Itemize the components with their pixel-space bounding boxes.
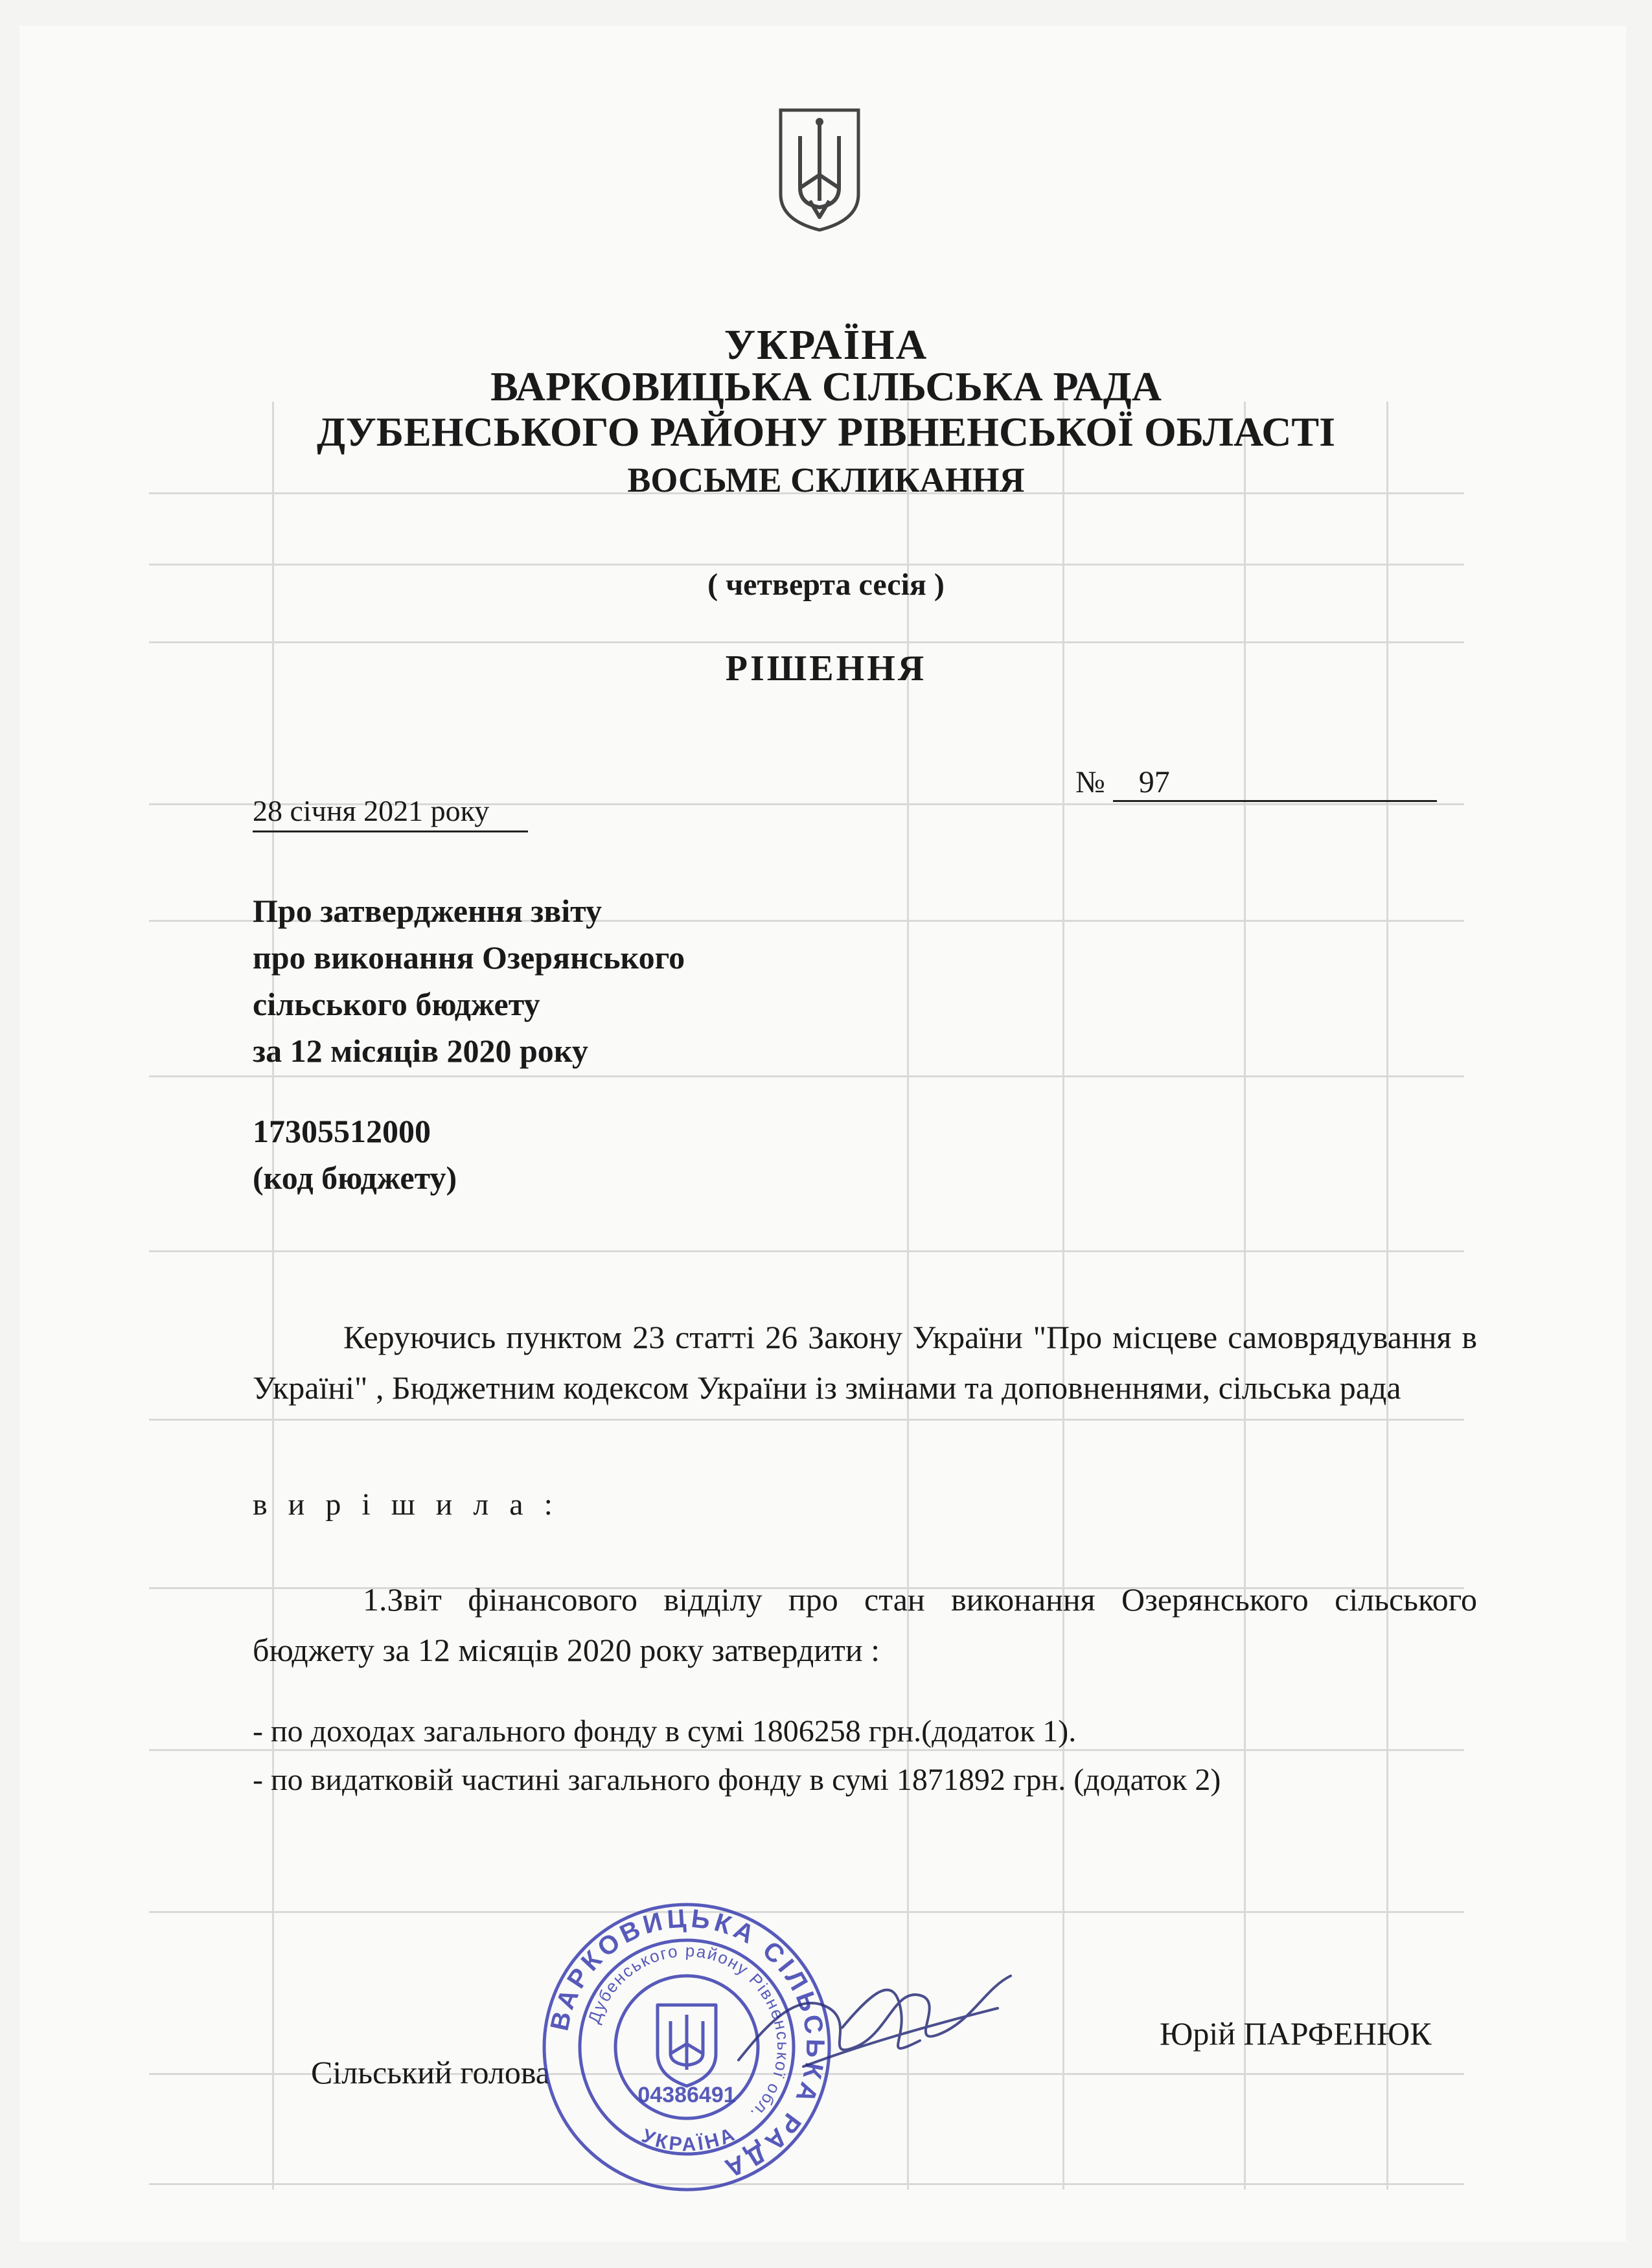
subject-line: сільського бюджету xyxy=(253,986,540,1022)
stamp-code: 04386491 xyxy=(637,2083,736,2107)
subject-line: про виконання Озерянського xyxy=(253,939,685,976)
stamp-inner-text: Дубенського району Рівненської обл. xyxy=(584,1940,794,2124)
number-value: 97 xyxy=(1113,764,1437,802)
resolved-label: в и р і ш и л а : xyxy=(253,1487,559,1522)
stamp-outer-text: ВАРКОВИЦЬКА СІЛЬСЬКА РАДА xyxy=(545,1904,830,2184)
signatory-title: Сільський голова xyxy=(311,2054,550,2090)
header-district: ДУБЕНСЬКОГО РАЙОНУ РІВНЕНСЬКОЇ ОБЛАСТІ xyxy=(316,409,1336,455)
expense-item: - по видатковій частині загального фонду в сумі 1871892 грн. (додаток 2) xyxy=(253,1763,1221,1797)
header-council: ВАРКОВИЦЬКА СІЛЬСЬКА РАДА xyxy=(490,363,1162,409)
header-country: УКРАЇНА xyxy=(724,321,928,369)
budget-code: 17305512000 xyxy=(253,1113,431,1149)
stamp-bottom-text: УКРАЇНА xyxy=(639,2123,740,2156)
budget-code-label: (код бюджету) xyxy=(253,1160,457,1196)
clause-paragraph: 1.Звіт фінансового відділу про стан виконання Озерянського сільського бюджету за 12 місяців 2020 року затвердити : xyxy=(253,1581,1477,1668)
decision-date: 28 січня 2021 року xyxy=(253,794,528,832)
header-convocation: ВОСЬМЕ СКЛИКАННЯ xyxy=(627,461,1025,499)
decision-title: РІШЕННЯ xyxy=(725,648,927,689)
decision-number xyxy=(1075,764,1437,802)
budget-code-block xyxy=(253,1108,457,1201)
trident-emblem-icon xyxy=(774,104,865,233)
decision-subject xyxy=(253,888,685,1074)
signatory-name: Юрій ПАРФЕНЮК xyxy=(1160,2015,1432,2052)
preamble-paragraph: Керуючись пунктом 23 статті 26 Закону України "Про місцеве самоврядування в Україні" , Бюджетним кодексом України із змінами та доповненнями, сільська рада xyxy=(253,1319,1477,1406)
session-label: ( четверта сесія ) xyxy=(707,567,945,602)
handwritten-signature-icon xyxy=(726,1950,1024,2092)
subject-line: за 12 місяців 2020 року xyxy=(253,1033,588,1069)
income-item: - по доходах загального фонду в сумі 1806258 грн.(додаток 1). xyxy=(253,1714,1077,1748)
subject-line: Про затвердження звіту xyxy=(253,893,602,929)
number-label: № xyxy=(1075,765,1105,799)
svg-text:УКРАЇНА xyxy=(639,2123,740,2155)
